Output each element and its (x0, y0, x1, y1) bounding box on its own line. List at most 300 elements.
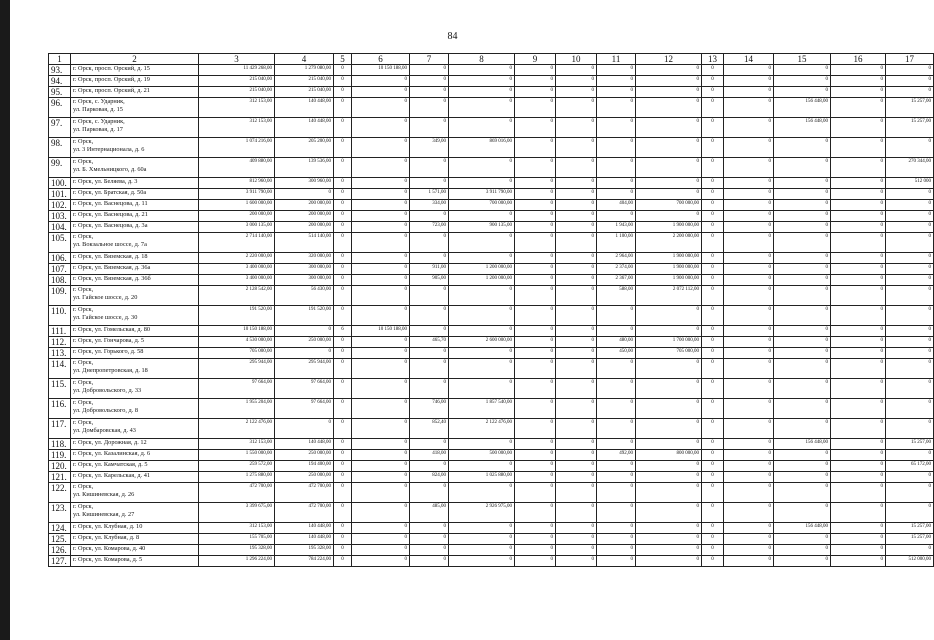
value-cell: 0 (556, 461, 597, 472)
value-cell: 156 448,00 (774, 523, 831, 534)
value-cell: 0 (702, 503, 724, 523)
value-cell: 0 (831, 264, 886, 275)
value-cell: 1 900 000,00 (636, 275, 702, 286)
value-cell: 250 000,00 (275, 472, 334, 483)
value-cell: 0 (831, 545, 886, 556)
value-cell: 0 (334, 200, 352, 211)
value-cell: 0 (352, 450, 410, 461)
value-cell: 0 (334, 556, 352, 567)
row-number: 105. (49, 233, 71, 253)
value-cell: 0 (724, 306, 774, 326)
value-cell: 0 (831, 253, 886, 264)
table-row (49, 545, 934, 556)
value-cell: 0 (702, 523, 724, 534)
value-cell: 0 (449, 87, 515, 98)
value-cell: 418,00 (410, 450, 449, 461)
value-cell: 0 (515, 211, 556, 222)
value-cell: 0 (597, 419, 636, 439)
value-cell: 0 (831, 138, 886, 158)
value-cell: 0 (636, 98, 702, 118)
value-cell: 0 (515, 138, 556, 158)
value-cell: 0 (724, 222, 774, 233)
value-cell: 588,00 (597, 286, 636, 306)
value-cell: 0 (334, 264, 352, 275)
value-cell: 0 (831, 178, 886, 189)
value-cell: 1 074 216,00 (199, 138, 275, 158)
value-cell: 1 025 880,00 (449, 472, 515, 483)
value-cell: 0 (275, 348, 334, 359)
value-cell: 2 200 000,00 (636, 233, 702, 253)
value-cell: 0 (702, 545, 724, 556)
value-cell: 0 (352, 439, 410, 450)
value-cell: 0 (831, 472, 886, 483)
value-cell: 0 (702, 98, 724, 118)
column-header: 11 (597, 54, 636, 65)
value-cell: 1 900 000,00 (636, 222, 702, 233)
value-cell: 0 (636, 87, 702, 98)
value-cell: 0 (352, 359, 410, 379)
column-header: 9 (515, 54, 556, 65)
table-row (49, 461, 934, 472)
value-cell: 0 (831, 337, 886, 348)
value-cell: 0 (597, 118, 636, 138)
value-cell: 2 926 975,00 (449, 503, 515, 523)
value-cell: 140 448,00 (275, 98, 334, 118)
value-cell: 0 (556, 523, 597, 534)
table-row (49, 556, 934, 567)
value-cell: 0 (774, 211, 831, 222)
value-cell: 0 (352, 275, 410, 286)
value-cell: 0 (702, 76, 724, 87)
value-cell: 270 344,00 (886, 158, 934, 178)
value-cell: 0 (597, 503, 636, 523)
value-cell: 404,00 (597, 200, 636, 211)
value-cell: 0 (724, 348, 774, 359)
value-cell: 824,00 (410, 472, 449, 483)
value-cell: 0 (886, 76, 934, 87)
value-cell: 6 (334, 326, 352, 337)
value-cell: 0 (352, 461, 410, 472)
value-cell: 65 172,00 (886, 461, 934, 472)
table-row (49, 472, 934, 483)
value-cell: 0 (515, 534, 556, 545)
value-cell: 723,00 (410, 222, 449, 233)
value-cell: 0 (724, 138, 774, 158)
value-cell: 0 (831, 450, 886, 461)
value-cell: 0 (774, 419, 831, 439)
value-cell: 0 (515, 472, 556, 483)
table-row (49, 264, 934, 275)
value-cell: 0 (724, 503, 774, 523)
value-cell: 320 000,00 (275, 253, 334, 264)
value-cell: 0 (515, 87, 556, 98)
value-cell: 97 664,00 (275, 379, 334, 399)
value-cell: 0 (352, 399, 410, 419)
value-cell: 0 (515, 222, 556, 233)
value-cell: 0 (410, 118, 449, 138)
value-cell: 0 (886, 189, 934, 200)
value-cell: 869 016,00 (449, 138, 515, 158)
table-row (49, 211, 934, 222)
row-number: 101. (49, 189, 71, 200)
value-cell: 1 200 000,00 (449, 264, 515, 275)
table-row (49, 76, 934, 87)
table-row (49, 419, 934, 439)
row-number: 113. (49, 348, 71, 359)
value-cell: 0 (410, 483, 449, 503)
value-cell: 0 (556, 253, 597, 264)
value-cell: 0 (702, 556, 724, 567)
value-cell: 0 (702, 178, 724, 189)
value-cell: 0 (702, 189, 724, 200)
value-cell: 0 (449, 534, 515, 545)
value-cell: 0 (410, 87, 449, 98)
value-cell: 2 122 476,00 (449, 419, 515, 439)
value-cell: 0 (352, 189, 410, 200)
value-cell: 0 (515, 399, 556, 419)
value-cell: 0 (702, 483, 724, 503)
column-header: 1 (49, 54, 71, 65)
value-cell: 812 960,00 (199, 178, 275, 189)
value-cell: 0 (352, 348, 410, 359)
value-cell: 0 (597, 472, 636, 483)
address-cell: г. Орск, ул. Вяземская, д. 18 (71, 253, 199, 264)
value-cell: 0 (515, 450, 556, 461)
value-cell: 0 (831, 523, 886, 534)
value-cell: 0 (515, 178, 556, 189)
value-cell: 0 (724, 483, 774, 503)
value-cell: 0 (702, 275, 724, 286)
value-cell: 0 (556, 264, 597, 275)
value-cell: 1 900 000,00 (636, 253, 702, 264)
address-cell: г. Орск, ул. Клубная, д. 8 (71, 534, 199, 545)
value-cell: 0 (636, 534, 702, 545)
row-number: 126. (49, 545, 71, 556)
value-cell: 15 257,00 (886, 118, 934, 138)
value-cell: 0 (352, 483, 410, 503)
value-cell: 0 (774, 306, 831, 326)
column-header: 2 (71, 54, 199, 65)
value-cell: 0 (334, 65, 352, 76)
value-cell: 2 128 542,00 (199, 286, 275, 306)
value-cell: 0 (724, 399, 774, 419)
row-number: 127. (49, 556, 71, 567)
table-row (49, 399, 934, 419)
value-cell: 0 (886, 222, 934, 233)
value-cell: 0 (334, 348, 352, 359)
value-cell: 472 700,00 (275, 503, 334, 523)
value-cell: 0 (334, 286, 352, 306)
value-cell: 0 (831, 76, 886, 87)
value-cell: 0 (724, 379, 774, 399)
value-cell: 0 (275, 189, 334, 200)
table-row (49, 200, 934, 211)
value-cell: 0 (410, 233, 449, 253)
value-cell: 0 (449, 76, 515, 87)
value-cell: 0 (886, 399, 934, 419)
table-row (49, 359, 934, 379)
value-cell: 3 399 675,00 (199, 503, 275, 523)
value-cell: 1 943,00 (597, 222, 636, 233)
value-cell: 0 (831, 359, 886, 379)
value-cell: 10 150 188,00 (352, 326, 410, 337)
address-cell: г. Орск, ул. Камчатская, д. 5 (71, 461, 199, 472)
address-cell: г. Орск, просп. Орский, д. 21 (71, 87, 199, 98)
value-cell: 250 000,00 (275, 450, 334, 461)
value-cell: 3 400 000,00 (199, 275, 275, 286)
column-header: 6 (352, 54, 410, 65)
value-cell: 0 (724, 178, 774, 189)
value-cell: 0 (556, 545, 597, 556)
value-cell: 0 (556, 275, 597, 286)
value-cell: 0 (449, 158, 515, 178)
value-cell: 0 (515, 337, 556, 348)
value-cell: 0 (774, 450, 831, 461)
value-cell: 0 (515, 118, 556, 138)
value-cell: 0 (886, 450, 934, 461)
value-cell: 0 (702, 450, 724, 461)
value-cell: 0 (352, 286, 410, 306)
value-cell: 0 (636, 306, 702, 326)
value-cell: 0 (275, 419, 334, 439)
value-cell: 0 (774, 178, 831, 189)
value-cell: 0 (556, 359, 597, 379)
value-cell: 0 (774, 534, 831, 545)
value-cell: 0 (352, 233, 410, 253)
value-cell: 0 (831, 503, 886, 523)
value-cell: 0 (702, 419, 724, 439)
value-cell: 0 (597, 359, 636, 379)
value-cell: 0 (774, 326, 831, 337)
value-cell: 0 (702, 286, 724, 306)
value-cell: 0 (886, 419, 934, 439)
value-cell: 784 224,00 (275, 556, 334, 567)
value-cell: 512 000,00 (886, 556, 934, 567)
column-header: 5 (334, 54, 352, 65)
table-row (49, 178, 934, 189)
row-number: 107. (49, 264, 71, 275)
value-cell: 0 (334, 178, 352, 189)
value-cell: 1 200 000,00 (449, 275, 515, 286)
column-header: 12 (636, 54, 702, 65)
value-cell: 215 040,00 (275, 76, 334, 87)
value-cell: 259 572,00 (199, 461, 275, 472)
value-cell: 312 153,00 (199, 523, 275, 534)
value-cell: 0 (636, 399, 702, 419)
value-cell: 0 (410, 534, 449, 545)
row-number: 124. (49, 523, 71, 534)
value-cell: 500 000,00 (449, 450, 515, 461)
row-number: 108. (49, 275, 71, 286)
value-cell: 0 (886, 337, 934, 348)
row-number: 100. (49, 178, 71, 189)
value-cell: 0 (774, 379, 831, 399)
value-cell: 3 000 135,00 (199, 222, 275, 233)
value-cell: 0 (597, 65, 636, 76)
value-cell: 0 (702, 461, 724, 472)
value-cell: 155 705,00 (199, 534, 275, 545)
address-cell: г. Орск, ул. Клубная, д. 10 (71, 523, 199, 534)
value-cell: 0 (556, 503, 597, 523)
value-cell: 0 (774, 65, 831, 76)
value-cell: 0 (724, 419, 774, 439)
value-cell: 0 (636, 76, 702, 87)
value-cell: 2 714 140,00 (199, 233, 275, 253)
value-cell: 0 (352, 118, 410, 138)
value-cell: 0 (275, 326, 334, 337)
value-cell: 0 (636, 118, 702, 138)
value-cell: 0 (556, 138, 597, 158)
value-cell: 1 275 880,00 (199, 472, 275, 483)
value-cell: 97 664,00 (275, 399, 334, 419)
value-cell: 0 (352, 523, 410, 534)
value-cell: 0 (352, 534, 410, 545)
value-cell: 0 (449, 253, 515, 264)
value-cell: 0 (702, 233, 724, 253)
value-cell: 2 367,00 (597, 275, 636, 286)
value-cell: 0 (636, 439, 702, 450)
value-cell: 0 (702, 158, 724, 178)
value-cell: 0 (410, 326, 449, 337)
address-cell: г. Орск, ул. Горького, д. 58 (71, 348, 199, 359)
value-cell: 0 (352, 556, 410, 567)
value-cell: 0 (597, 87, 636, 98)
value-cell: 0 (334, 503, 352, 523)
value-cell: 0 (597, 461, 636, 472)
value-cell: 900 135,00 (449, 222, 515, 233)
value-cell: 0 (556, 211, 597, 222)
value-cell: 0 (515, 461, 556, 472)
value-cell: 156 448,00 (774, 439, 831, 450)
column-header: 8 (449, 54, 515, 65)
address-cell: г. Орск, с. Ударник, ул. Парковая, д. 17 (71, 118, 199, 138)
value-cell: 0 (597, 178, 636, 189)
value-cell: 0 (515, 275, 556, 286)
value-cell: 0 (831, 326, 886, 337)
value-cell: 0 (449, 348, 515, 359)
value-cell: 0 (774, 545, 831, 556)
value-cell: 0 (774, 483, 831, 503)
value-cell: 0 (724, 189, 774, 200)
value-cell: 0 (410, 359, 449, 379)
value-cell: 0 (556, 200, 597, 211)
table-row (49, 348, 934, 359)
address-cell: г. Орск, ул. Гайское шоссе, д. 30 (71, 306, 199, 326)
value-cell: 0 (886, 286, 934, 306)
value-cell: 0 (886, 200, 934, 211)
value-cell: 0 (886, 503, 934, 523)
row-number: 99. (49, 158, 71, 178)
value-cell: 0 (556, 556, 597, 567)
value-cell: 0 (724, 545, 774, 556)
page-number: 84 (447, 31, 458, 42)
value-cell: 0 (831, 483, 886, 503)
value-cell: 0 (724, 253, 774, 264)
value-cell: 0 (597, 158, 636, 178)
value-cell: 0 (831, 87, 886, 98)
column-header: 3 (199, 54, 275, 65)
address-cell: г. Орск, ул. Вяземская, д. 36б (71, 275, 199, 286)
value-cell: 0 (597, 545, 636, 556)
value-cell: 15 257,00 (886, 534, 934, 545)
value-cell: 0 (774, 399, 831, 419)
value-cell: 0 (334, 253, 352, 264)
value-cell: 0 (724, 523, 774, 534)
table-row (49, 253, 934, 264)
value-cell: 0 (636, 503, 702, 523)
value-cell: 0 (774, 472, 831, 483)
value-cell: 0 (702, 118, 724, 138)
value-cell: 3 911 790,00 (199, 189, 275, 200)
value-cell: 0 (352, 472, 410, 483)
address-cell: г. Орск, ул. Дорожная, д. 12 (71, 439, 199, 450)
value-cell: 0 (774, 138, 831, 158)
address-cell: г. Орск, ул. Васнецова, д. 21 (71, 211, 199, 222)
column-header: 17 (886, 54, 934, 65)
value-cell: 0 (774, 359, 831, 379)
value-cell: 0 (774, 275, 831, 286)
value-cell: 0 (636, 556, 702, 567)
value-cell: 514 140,00 (275, 233, 334, 253)
value-cell: 0 (597, 76, 636, 87)
address-cell: г. Орск, ул. Днепропетровская, д. 18 (71, 359, 199, 379)
table-row (49, 337, 934, 348)
value-cell: 0 (410, 286, 449, 306)
value-cell: 0 (886, 65, 934, 76)
value-cell: 191 520,00 (199, 306, 275, 326)
value-cell: 0 (334, 545, 352, 556)
value-cell: 0 (774, 348, 831, 359)
table-row (49, 523, 934, 534)
value-cell: 0 (886, 379, 934, 399)
address-cell: г. Орск, ул. Комарова, д. 5 (71, 556, 199, 567)
value-cell: 0 (556, 118, 597, 138)
table-row (49, 87, 934, 98)
value-cell: 0 (515, 379, 556, 399)
value-cell: 0 (724, 76, 774, 87)
table-row (49, 534, 934, 545)
value-cell: 0 (774, 200, 831, 211)
row-number: 114. (49, 359, 71, 379)
value-cell: 0 (515, 200, 556, 211)
column-header: 16 (831, 54, 886, 65)
table-row (49, 450, 934, 461)
address-cell: г. Орск, ул. Казалинская, д. 6 (71, 450, 199, 461)
value-cell: 0 (556, 483, 597, 503)
value-cell: 0 (334, 439, 352, 450)
value-cell: 0 (636, 189, 702, 200)
value-cell: 0 (352, 306, 410, 326)
value-cell: 200 000,00 (275, 200, 334, 211)
value-cell: 0 (774, 87, 831, 98)
value-cell: 334,00 (410, 200, 449, 211)
value-cell: 0 (831, 399, 886, 419)
value-cell: 1 900 000,00 (636, 264, 702, 275)
address-cell: г. Орск, ул. Васнецова, д. 11 (71, 200, 199, 211)
value-cell: 0 (831, 189, 886, 200)
value-cell: 0 (515, 556, 556, 567)
value-cell: 0 (556, 87, 597, 98)
value-cell: 0 (515, 98, 556, 118)
value-cell: 0 (410, 461, 449, 472)
value-cell: 0 (334, 211, 352, 222)
value-cell: 0 (515, 65, 556, 76)
value-cell: 0 (515, 264, 556, 275)
value-cell: 0 (774, 286, 831, 306)
value-cell: 312 153,00 (199, 439, 275, 450)
value-cell: 0 (352, 200, 410, 211)
value-cell: 0 (702, 200, 724, 211)
